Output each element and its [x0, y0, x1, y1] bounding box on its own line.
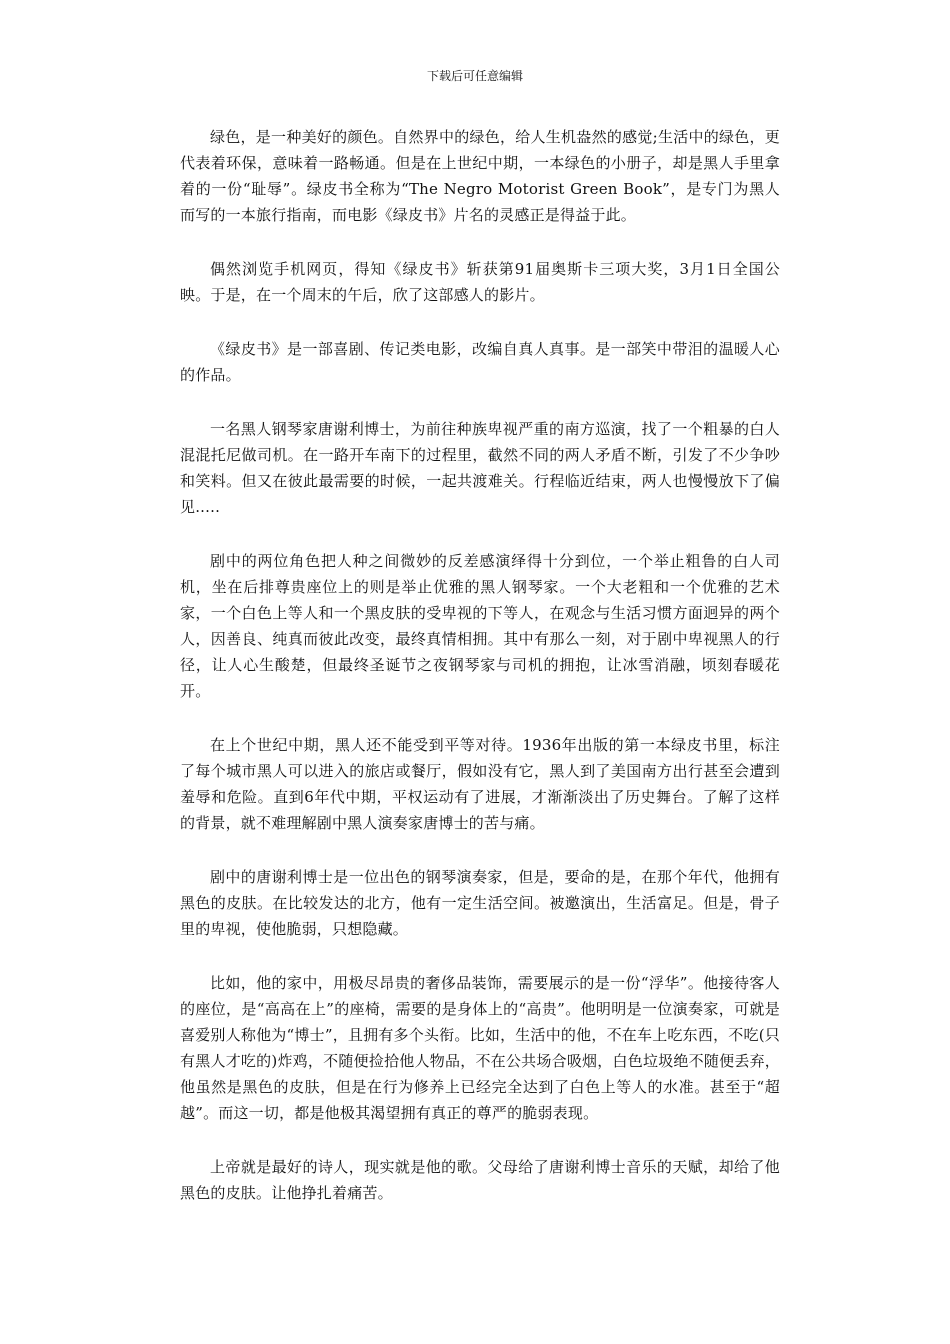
paragraph: 绿色，是一种美好的颜色。自然界中的绿色，给人生机盎然的感觉;生活中的绿色，更代表着环保，意味着一路畅通。但是在上世纪中期，一本绿色的小册子，却是黑人手里拿着的一份“耻辱”。绿皮书全称为“The Negro Motorist Green Book”，是专门为黑人而写的一本旅行指南，而电影《绿皮书》片名的灵感正是得益于此。	[180, 128, 780, 224]
paragraph: 剧中的两位角色把人种之间微妙的反差感演绎得十分到位，一个举止粗鲁的白人司机，坐在后排尊贵座位上的则是举止优雅的黑人钢琴家。一个大老粗和一个优雅的艺术家，一个白色上等人和一个黑皮肤的受卑视的下等人，在观念与生活习惯方面迥异的两个人，因善良、纯真而彼此改变，最终真情相拥。其中有那么一刻，对于剧中卑视黑人的行径，让人心生酸楚，但最终圣诞节之夜钢琴家与司机的拥抱，让冰雪消融，顷刻春暖花开。	[180, 552, 780, 700]
paragraph: 剧中的唐谢利博士是一位出色的钢琴演奏家，但是，要命的是，在那个年代，他拥有黑色的皮肤。在比较发达的北方，他有一定生活空间。被邀演出，生活富足。但是，骨子里的卑视，使他脆弱，只想隐藏。	[180, 868, 780, 938]
paragraph: 在上个世纪中期，黑人还不能受到平等对待。1936年出版的第一本绿皮书里，标注了每个城市黑人可以进入的旅店或餐厅，假如没有它，黑人到了美国南方出行甚至会遭到羞辱和危险。直到6年代中期，平权运动有了进展，才渐渐淡出了历史舞台。了解了这样的背景，就不难理解剧中黑人演奏家唐博士的苦与痛。	[180, 736, 780, 832]
paragraph: 比如，他的家中，用极尽昂贵的奢侈品装饰，需要展示的是一份“浮华”。他接待客人的座位，是“高高在上”的座椅，需要的是身体上的“高贵”。他明明是一位演奏家，可就是喜爱别人称他为“博士”，且拥有多个头衔。比如，生活中的他，不在车上吃东西，不吃(只有黑人才吃的)炸鸡，不随便捡拾他人物品，不在公共场合吸烟，白色垃圾绝不随便丢弃，他虽然是黑色的皮肤，但是在行为修养上已经完全达到了白色上等人的水准。甚至于“超越”。而这一切，都是他极其渴望拥有真正的尊严的脆弱表现。	[180, 974, 780, 1122]
header-note: 下载后可任意编辑	[426, 69, 523, 83]
article-body	[180, 124, 780, 1234]
paragraph: 上帝就是最好的诗人，现实就是他的歌。父母给了唐谢利博士音乐的天赋，却给了他黑色的皮肤。让他挣扎着痛苦。	[180, 1158, 780, 1202]
paragraph: 一名黑人钢琴家唐谢利博士，为前往种族卑视严重的南方巡演，找了一个粗暴的白人混混托尼做司机。在一路开车南下的过程里，截然不同的两人矛盾不断，引发了不少争吵和笑料。但又在彼此最需要的时候，一起共渡难关。行程临近结束，两人也慢慢放下了偏见.....	[180, 420, 780, 516]
paragraph: 偶然浏览手机网页，得知《绿皮书》斩获第91届奥斯卡三项大奖，3月1日全国公映。于是，在一个周末的午后，欣了这部感人的影片。	[180, 260, 780, 304]
paragraph: 《绿皮书》是一部喜剧、传记类电影，改编自真人真事。是一部笑中带泪的温暖人心的作品。	[180, 340, 780, 384]
